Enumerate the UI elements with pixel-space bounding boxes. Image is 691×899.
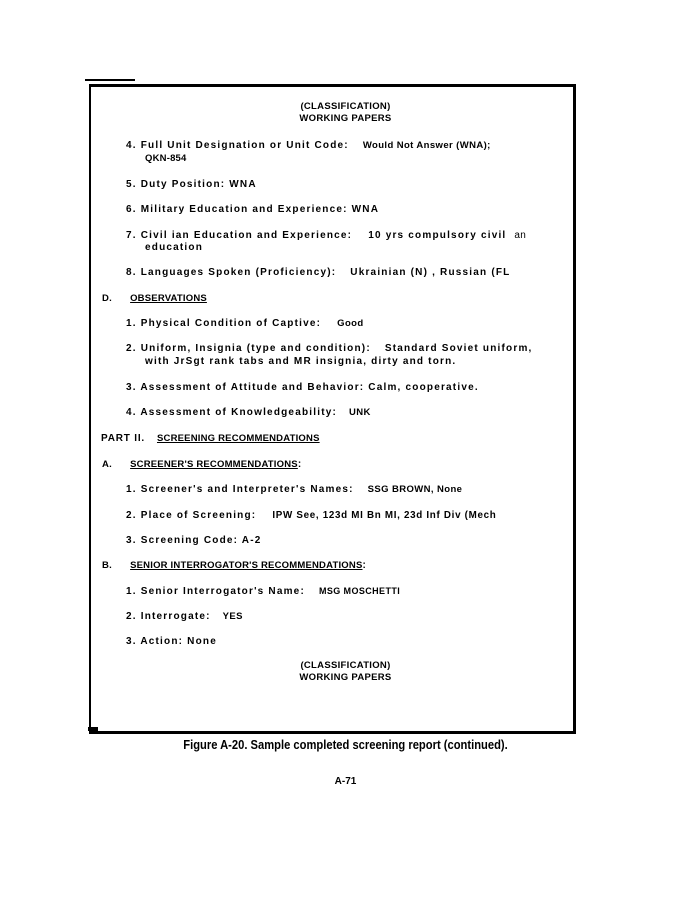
item-physical-condition — [126, 318, 364, 330]
header-classification: (CLASSIFICATION) — [300, 101, 391, 112]
footer-working-papers: WORKING PAPERS — [299, 672, 392, 683]
header-working-papers: WORKING PAPERS — [299, 113, 392, 124]
item-uniform-insignia-cont: with JrSgt rank tabs and MR insignia, dirty and torn. — [145, 356, 457, 367]
item-label: 2. Uniform, Insignia (type and condition): — [126, 343, 371, 354]
item-attitude-behavior: 3. Assessment of Attitude and Behavior: Calm, cooperative. — [126, 382, 479, 393]
section-title: SCREENER'S RECOMMENDATIONS — [130, 459, 298, 470]
item-value: IPW See, 123d MI Bn MI, 23d Inf Div (Mech — [272, 510, 497, 521]
item-value-tail: an — [514, 230, 527, 241]
part-label: PART II. — [101, 433, 145, 444]
item-value: UNK — [349, 407, 371, 418]
section-letter: D. — [102, 293, 113, 304]
section-letter: A. — [102, 459, 113, 470]
section-b-heading — [102, 560, 367, 572]
item-senior-interrogator-name — [126, 585, 400, 598]
item-label: 8. Languages Spoken (Proficiency): — [126, 267, 337, 278]
item-label: 1. Physical Condition of Captive: — [126, 318, 322, 329]
part-ii-heading — [101, 433, 320, 445]
section-d-heading — [102, 293, 207, 305]
item-label: 7. Civil ian Education and Experience: — [126, 230, 353, 241]
item-interrogate — [126, 611, 243, 623]
item-languages — [126, 267, 510, 279]
item-label: 4. Assessment of Knowledgeability: — [126, 407, 338, 418]
section-title: OBSERVATIONS — [130, 293, 207, 304]
page-number: A-71 — [334, 776, 357, 787]
section-title: SENIOR INTERROGATOR'S RECOMMENDATIONS — [130, 560, 363, 571]
item-label: 4. Full Unit Designation or Unit Code: — [126, 140, 349, 151]
item-screener-names — [126, 484, 462, 496]
part-title: SCREENING RECOMMENDATIONS — [156, 433, 320, 444]
item-value: MSG MOSCHETTI — [318, 586, 401, 596]
item-civilian-education-cont: education — [145, 242, 204, 253]
item-label: 2. Interrogate: — [126, 611, 211, 622]
item-unit-code: QKN-854 — [145, 153, 187, 164]
item-value: Ukrainian (N) , Russian (FL — [350, 267, 511, 278]
item-duty-position: 5. Duty Position: WNA — [126, 179, 257, 190]
item-value: 10 yrs compulsory civil — [368, 230, 507, 241]
item-value: Standard Soviet uniform, — [384, 343, 533, 354]
item-label: 1. Senior Interrogator's Name: — [126, 586, 305, 597]
item-label: 2. Place of Screening: — [126, 510, 257, 521]
item-value: SSG BROWN, None — [367, 484, 463, 495]
item-value: Good — [337, 318, 364, 329]
item-unit-designation — [126, 140, 491, 152]
section-colon: : — [362, 560, 368, 571]
section-a-heading — [102, 459, 302, 471]
item-civilian-education — [126, 230, 526, 242]
item-value: Would Not Answer (WNA); — [362, 140, 491, 151]
item-action: 3. Action: None — [126, 636, 217, 647]
frame-corner-mark — [85, 79, 135, 81]
item-place-of-screening — [126, 510, 496, 522]
frame-corner-mark — [88, 727, 98, 731]
item-screening-code: 3. Screening Code: A-2 — [126, 535, 262, 546]
item-label: 1. Screener's and Interpreter's Names: — [126, 484, 354, 495]
section-colon: : — [297, 459, 303, 470]
footer-classification: (CLASSIFICATION) — [300, 660, 391, 671]
item-military-education: 6. Military Education and Experience: WNA — [126, 204, 380, 215]
section-letter: B. — [102, 560, 113, 571]
figure-caption: Figure A-20. Sample completed screening report (continued). — [183, 737, 508, 752]
item-knowledgeability — [126, 407, 371, 419]
item-value: YES — [222, 611, 243, 622]
item-uniform-insignia — [126, 343, 533, 355]
